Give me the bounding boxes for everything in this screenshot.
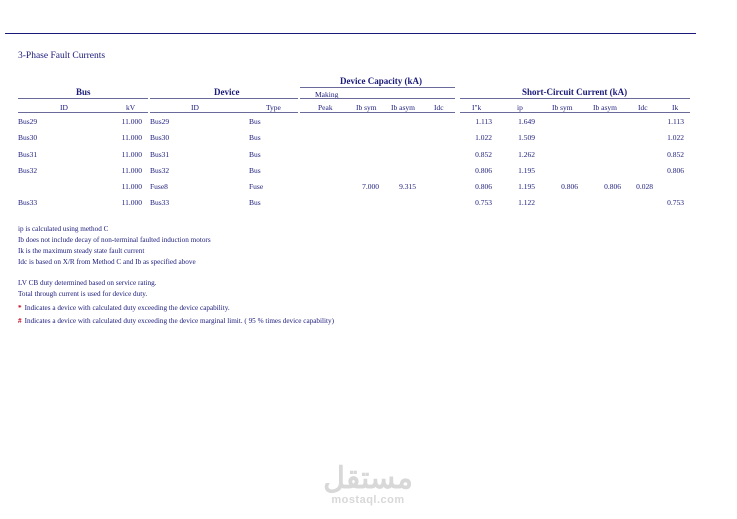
col-bus-id: ID <box>60 103 68 112</box>
col-device-id: ID <box>191 103 199 112</box>
cell-ip: 1.509 <box>518 133 535 142</box>
cell-ib-sym: 0.806 <box>561 182 578 191</box>
col-cap-idc: Idc <box>434 103 444 112</box>
col-sc-ik-pp: I"k <box>472 103 482 112</box>
cell-ik-pp: 1.113 <box>475 117 492 126</box>
column-header-rule <box>150 112 298 113</box>
col-sc-ip: ip <box>517 103 523 112</box>
header-making: Making <box>315 90 339 99</box>
cell-kv: 11.000 <box>121 133 142 142</box>
cell-kv: 11.000 <box>121 150 142 159</box>
cell-ik: 0.806 <box>667 166 684 175</box>
cell-bus-id: Bus32 <box>18 166 38 175</box>
col-device-type: Type <box>266 103 281 112</box>
top-rule <box>5 33 696 34</box>
cell-ip: 1.195 <box>518 166 535 175</box>
cell-ik-pp: 1.022 <box>475 133 492 142</box>
cell-device-type: Bus <box>249 198 261 207</box>
column-header-rule <box>18 112 148 113</box>
method-notes <box>18 224 211 268</box>
cell-device-id: Bus32 <box>150 166 170 175</box>
note-line: Idc is based on X/R from Method C and Ib as specified above <box>18 258 196 266</box>
cell-ik: 1.022 <box>667 133 684 142</box>
cell-cap-ib-asym: 9.315 <box>399 182 416 191</box>
note-line: ip is calculated using method C <box>18 225 109 233</box>
capacity-header-rule <box>300 87 455 88</box>
cell-device-type: Bus <box>249 150 261 159</box>
cell-ip: 1.195 <box>518 182 535 191</box>
cell-device-type: Bus <box>249 133 261 142</box>
cell-bus-id: Bus31 <box>18 150 38 159</box>
header-device-capacity: Device Capacity (kA) <box>340 76 422 86</box>
cell-device-id: Bus31 <box>150 150 170 159</box>
legend-symbol: # <box>18 317 22 325</box>
cell-device-type: Bus <box>249 166 261 175</box>
report-title: 3-Phase Fault Currents <box>18 51 106 61</box>
legend-line <box>18 315 334 328</box>
column-header-rule <box>300 112 455 113</box>
cell-ib-asym: 0.806 <box>604 182 621 191</box>
cell-device-type: Fuse <box>249 182 264 191</box>
cell-bus-id: Bus33 <box>18 198 38 207</box>
column-header-rule <box>460 112 690 113</box>
note-line: Ik is the maximum steady state fault current <box>18 247 145 255</box>
col-sc-idc: Idc <box>638 103 648 112</box>
group-header-rule <box>460 98 690 99</box>
legend-line <box>18 302 334 315</box>
group-header-rule <box>18 98 148 99</box>
col-sc-ik: Ik <box>672 103 679 112</box>
legend-notes <box>18 302 334 328</box>
col-cap-ib-asym: Ib asym <box>391 103 415 112</box>
cell-bus-id: Bus30 <box>18 133 38 142</box>
cell-ip: 1.122 <box>518 198 535 207</box>
watermark-arabic: مستقل <box>323 462 413 495</box>
cell-bus-id: Bus29 <box>18 117 38 126</box>
header-device: Device <box>214 87 240 97</box>
col-cap-ib-sym: Ib sym <box>356 103 377 112</box>
cell-kv: 11.000 <box>121 117 142 126</box>
col-sc-ib-sym: Ib sym <box>552 103 573 112</box>
watermark-latin: mostaql.com <box>331 494 405 506</box>
cell-ik-pp: 0.806 <box>475 166 492 175</box>
cell-ik-pp: 0.852 <box>475 150 492 159</box>
cell-ip: 1.262 <box>518 150 535 159</box>
cell-cap-ib-sym: 7.000 <box>362 182 379 191</box>
cell-kv: 11.000 <box>121 198 142 207</box>
col-bus-kv: kV <box>126 103 136 112</box>
cell-kv: 11.000 <box>121 182 142 191</box>
cell-kv: 11.000 <box>121 166 142 175</box>
legend-text: Indicates a device with calculated duty exceeding the device marginal limit. ( 95 % times device capability) <box>24 317 335 325</box>
cell-ik-pp: 0.806 <box>475 182 492 191</box>
group-header-rule <box>300 98 455 99</box>
cell-ik: 0.852 <box>667 150 684 159</box>
cell-ip: 1.649 <box>518 117 535 126</box>
note-line: LV CB duty determined based on service rating. <box>18 279 157 287</box>
legend-symbol: * <box>18 304 22 312</box>
group-header-rule <box>150 98 298 99</box>
cell-ik: 1.113 <box>667 117 684 126</box>
legend-text: Indicates a device with calculated duty exceeding the device capability. <box>24 304 230 312</box>
cell-device-id: Bus30 <box>150 133 170 142</box>
cell-device-id: Bus33 <box>150 198 170 207</box>
cell-ik-pp: 0.753 <box>475 198 492 207</box>
cell-device-id: Fuse8 <box>150 182 168 191</box>
header-bus: Bus <box>76 87 91 97</box>
cell-idc: 0.028 <box>636 182 653 191</box>
cell-device-id: Bus29 <box>150 117 170 126</box>
col-cap-peak: Peak <box>318 103 333 112</box>
note-line: Ib does not include decay of non-terminal faulted induction motors <box>18 236 211 244</box>
note-line: Total through current is used for device duty. <box>18 290 148 298</box>
duty-notes <box>18 278 157 300</box>
header-short-circuit: Short-Circuit Current (kA) <box>522 87 628 97</box>
col-sc-ib-asym: Ib asym <box>593 103 617 112</box>
cell-device-type: Bus <box>249 117 261 126</box>
cell-ik: 0.753 <box>667 198 684 207</box>
watermark-logo <box>322 464 414 506</box>
